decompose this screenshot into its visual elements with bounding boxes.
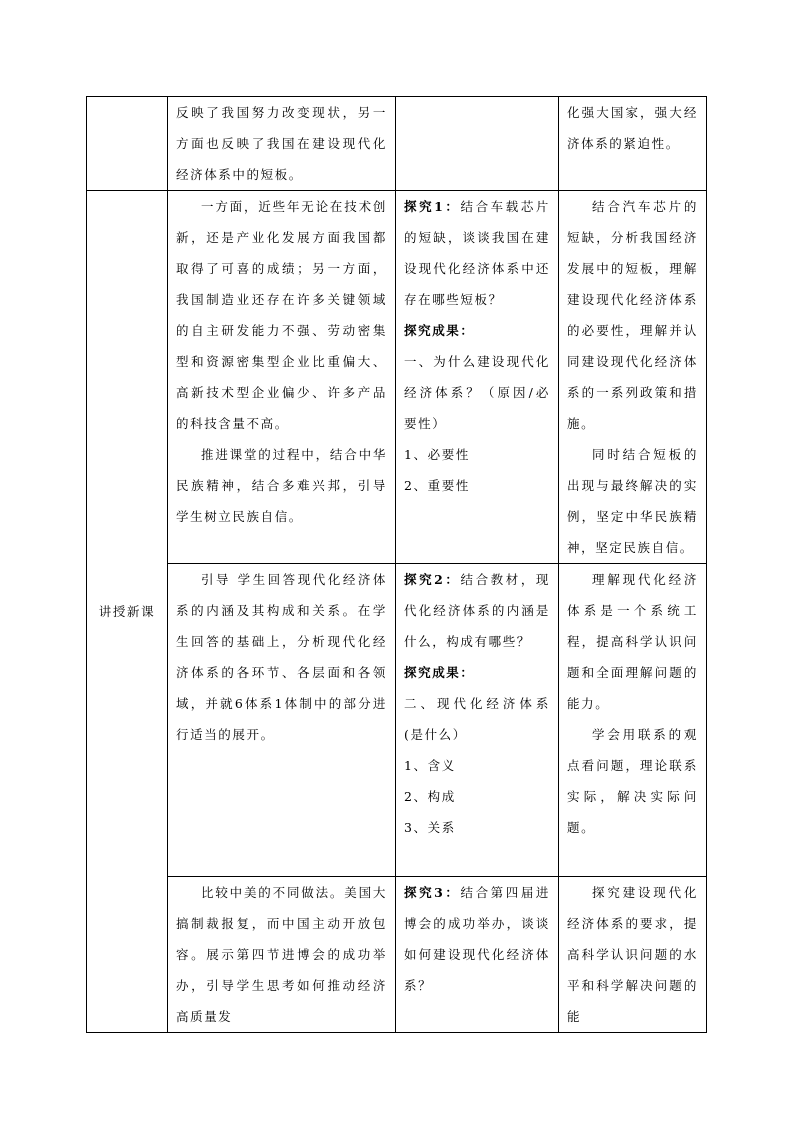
stage-cell (87, 191, 168, 1033)
result-item: 2、构成 (404, 789, 456, 804)
inquiry-result-label: 探究成果： (404, 665, 475, 680)
design-intent-cell (559, 877, 707, 1033)
intent-text: 同时结合短板的出现与最终解决的实例，坚定中华民族精神，坚定民族自信。 (567, 447, 698, 555)
teacher-text: 引导 学生回答现代化经济体系的内涵及其构成和关系。在学生回答的基础上，分析现代化经济体系的各环节、各层面和各领域，并就6体系1体制中的部分进行适当的展开。 (176, 572, 387, 742)
lesson-plan-table (86, 96, 707, 1033)
teacher-activity-cell (168, 191, 396, 564)
inquiry-title: 探究3： (404, 885, 461, 900)
student-activity-cell (396, 97, 559, 191)
result-item: 3、关系 (404, 820, 456, 835)
table-row (87, 191, 707, 564)
result-item: 二、现代化经济体系(是什么） (404, 696, 550, 742)
intent-text: 学会用联系的观点看问题，理论联系实际，解决实际问题。 (567, 727, 698, 835)
result-item: 1、含义 (404, 758, 456, 773)
table-row (87, 97, 707, 191)
inquiry-title: 探究2： (404, 572, 461, 587)
intent-text: 化强大国家，强大经济体系的紧迫性。 (567, 105, 698, 151)
inquiry-result-label: 探究成果： (404, 323, 475, 338)
result-item: 1、必要性 (404, 447, 470, 462)
inquiry-text: 结合车载芯片的短缺，谈谈我国在建设现代化经济体系中还存在哪些短板？ (404, 199, 550, 307)
design-intent-cell (559, 97, 707, 191)
teacher-text: 反映了我国努力改变现状，另一方面也反映了我国在建设现代化经济体系中的短板。 (176, 105, 387, 182)
student-activity-cell (396, 877, 559, 1033)
teacher-text: 推进课堂的过程中，结合中华民族精神，结合多难兴邦，引导学生树立民族自信。 (176, 447, 387, 524)
intent-text: 探究建设现代化经济体系的要求，提高科学认识问题的水平和科学解决问题的能 (567, 885, 698, 1024)
inquiry-title: 探究1： (404, 199, 461, 214)
teacher-text: 一方面，近些年无论在技术创新，还是产业化发展方面我国都取得了可喜的成绩；另一方面，我国制造业还存在许多关键领域的自主研发能力不强、劳动密集型和资源密集型企业比重偏大、高新技术型企业偏少、许多产品的科技含量不高。 (176, 199, 387, 431)
result-item: 一、为什么建设现代化经济体系？（原因/必要性） (404, 354, 550, 431)
teacher-activity-cell (168, 564, 396, 877)
teacher-activity-cell (168, 97, 396, 191)
inquiry-text: 结合教材，现代化经济体系的内涵是什么，构成有哪些？ (404, 572, 550, 649)
teacher-activity-cell (168, 877, 396, 1033)
student-activity-cell (396, 191, 559, 564)
result-item: 2、重要性 (404, 478, 470, 493)
table-row (87, 877, 707, 1033)
design-intent-cell (559, 564, 707, 877)
stage-label: 讲授新课 (98, 604, 156, 619)
design-intent-cell (559, 191, 707, 564)
stage-cell-empty (87, 97, 168, 191)
teacher-text: 比较中美的不同做法。美国大搞制裁报复，而中国主动开放包容。展示第四节进博会的成功举办，引导学生思考如何推动经济高质量发 (176, 885, 387, 1024)
intent-text: 理解现代化经济体系是一个系统工程，提高科学认识问题和全面理解问题的能力。 (567, 572, 698, 711)
student-activity-cell (396, 564, 559, 877)
inquiry-text: 结合第四届进博会的成功举办，谈谈如何建设现代化经济体系？ (404, 885, 550, 993)
table-row (87, 564, 707, 877)
intent-text: 结合汽车芯片的短缺，分析我国经济发展中的短板，理解建设现代化经济体系的必要性，理解并认同建设现代化经济体系的一系列政策和措施。 (567, 199, 698, 431)
